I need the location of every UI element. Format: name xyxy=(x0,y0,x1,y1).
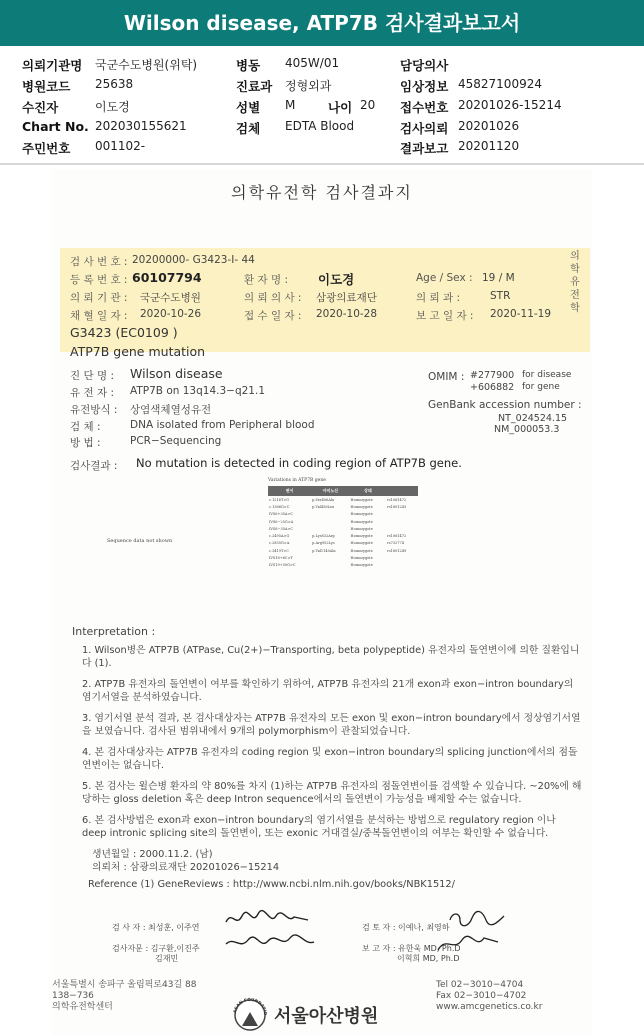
omim-gene-for: for gene xyxy=(522,382,560,392)
collect-label: 채 혈 일 자 : xyxy=(70,310,128,322)
gene-label: 유 전 자 : xyxy=(70,387,114,399)
header-row-2 xyxy=(0,77,644,98)
omim-label: OMIM : xyxy=(428,371,465,383)
address-block xyxy=(52,980,197,1013)
table-cell: p.Ser406Ala xyxy=(312,497,335,502)
table-cell xyxy=(386,525,418,532)
tel: Tel 02−3010−4704 xyxy=(436,980,524,990)
specimen-value: DNA isolated from Peripheral blood xyxy=(130,419,315,431)
table-row xyxy=(268,518,418,525)
table-cell: rs1061472 xyxy=(387,497,407,502)
table-cell: IVS8−35A>C xyxy=(269,526,294,531)
genbank-1: NT_024524.15 xyxy=(498,413,568,424)
table-cell: Homozygote xyxy=(350,563,373,568)
table-cell: rs1801249 xyxy=(387,548,407,553)
advisor-label-2: 김재민 xyxy=(155,954,179,963)
header-value: 국군수도병원(위탁) xyxy=(95,58,198,72)
hospital-logo xyxy=(232,996,432,1032)
interp-paragraph: 3. 염기서열 분석 결과, 본 검사대상자는 ATP7B 유전자의 모든 exon 및 exon−intron boundary에서 정상염기서열을 보였습니다. 검사된 범위내에서 9개의 polymorphism이 관찰되었습니다. xyxy=(82,713,581,737)
table-cell: c.3419T>C xyxy=(269,548,289,553)
header-row-5 xyxy=(0,139,644,160)
fax: Fax 02−3010−4702 xyxy=(436,991,527,1001)
table-cell: Homozygote xyxy=(350,519,373,524)
table-cell: Homozygote xyxy=(350,526,373,531)
table-cell: p.Val1140Ala xyxy=(312,548,336,553)
omim-gene: +606882 xyxy=(470,382,515,393)
website: www.amcgenetics.co.kr xyxy=(436,1002,543,1012)
table-cell xyxy=(311,562,349,569)
table-row xyxy=(268,532,418,539)
side-vertical-text: 의학유전학 xyxy=(570,251,580,314)
omim-disease-for: for disease xyxy=(522,370,572,380)
header-value: 정형외과 xyxy=(285,79,332,93)
interp-paragraph: 4. 본 검사대상자는 ATP7B 유전자의 coding region 및 exon−intron boundary의 splicing junction에서의 점돌연변이는 없습니다. xyxy=(82,747,578,771)
report-date: 2020-11-19 xyxy=(490,308,552,320)
header-value: 405W/01 xyxy=(285,56,340,70)
reg-no-label: 등 록 번 호 : xyxy=(70,274,128,286)
ref-doc-label: 의 뢰 의 사 : xyxy=(244,292,302,304)
result-label: 검사결과 : xyxy=(70,460,118,472)
age-label: 나이 xyxy=(328,100,353,115)
genbank-2: NM_000053.3 xyxy=(494,424,560,435)
table-cell: c.1366G>C xyxy=(269,504,290,509)
variations-table xyxy=(268,486,418,569)
dx-label: 진 단 명 : xyxy=(70,370,114,382)
header-label: 임상정보 xyxy=(400,79,449,94)
table-row xyxy=(268,496,418,503)
table-header: 상태 xyxy=(350,486,387,496)
header-label: 검사의뢰 xyxy=(400,121,449,136)
examiner-label: 검 사 자 : 최성훈, 이주연 xyxy=(112,923,200,932)
ref-org-label: 의 뢰 기 관 : xyxy=(70,292,128,304)
reference: Reference (1) GeneReviews : http://www.ncbi.nlm.nih.gov/books/NBK1512/ xyxy=(88,879,455,890)
interp-paragraph: 1. Wilson병은 ATP7B (ATPase, Cu(2+)−Transporting, beta polypeptide) 유전자의 돌연변이에 의한 질환입니다 (1). xyxy=(82,645,580,669)
report-header xyxy=(0,50,644,160)
examiner-signature xyxy=(222,908,312,930)
header-value: 20201120 xyxy=(458,139,520,153)
table-cell xyxy=(386,518,418,525)
birth-date: 생년월일 : 2000.11.2. (남) xyxy=(92,849,213,860)
genbank-label: GenBank accession number : xyxy=(428,399,582,411)
table-row xyxy=(268,525,418,532)
interp-title: Interpretation : xyxy=(72,625,156,638)
ref-value: STR xyxy=(490,290,511,302)
report-label: 보 고 일 자 : xyxy=(416,310,474,322)
table-cell: c.2855G>A xyxy=(269,541,290,546)
table-cell xyxy=(311,518,349,525)
table-cell: IVS6+35A>C xyxy=(269,512,294,517)
header-value: 20201026 xyxy=(458,119,520,133)
address-line: 서울특별시 송파구 올림픽로43길 88 xyxy=(52,980,197,990)
table-cell: Homozygote xyxy=(350,556,373,561)
header-label: Chart No. xyxy=(22,119,89,134)
table-row xyxy=(268,562,418,569)
header-value: EDTA Blood xyxy=(285,119,355,133)
table-cell: Homozygote xyxy=(350,497,373,502)
advisor-label: 검사자문 : 김구환,이진주 xyxy=(112,944,200,953)
table-cell xyxy=(311,511,349,518)
ref-label: 의 뢰 과 : xyxy=(416,292,460,304)
header-label: 접수번호 xyxy=(400,100,449,115)
test-code: G3423 (EC0109 ) xyxy=(70,325,178,340)
age-sex: 19 / M xyxy=(482,272,515,284)
table-cell xyxy=(386,511,418,518)
table-cell: IVS18+6C>T xyxy=(269,556,293,561)
omim-disease: #277900 xyxy=(470,370,515,381)
table-cell xyxy=(386,562,418,569)
table-header: 아미노산 xyxy=(311,486,349,496)
table-cell: rs732774 xyxy=(387,541,404,546)
header-row-4 xyxy=(0,119,644,140)
age-sex-label: Age / Sex : xyxy=(416,272,473,284)
variations-table-area xyxy=(268,478,458,604)
table-cell: Homozygote xyxy=(350,541,373,546)
header-value: 20201026-15214 xyxy=(458,98,562,112)
header-label: 검체 xyxy=(236,121,261,136)
table-cell: IVS6−25G>A xyxy=(269,519,294,524)
hospital-name: 서울아산병원 xyxy=(274,1006,379,1027)
reporter-label-2: 이혁희 MD, Ph.D xyxy=(397,954,460,963)
table-row xyxy=(268,554,418,561)
header-label: 결과보고 xyxy=(400,141,449,156)
table-row xyxy=(268,503,418,510)
specimen-label: 검 체 : xyxy=(70,421,101,433)
advisor-signature xyxy=(222,932,318,954)
header-value: 45827100924 xyxy=(458,77,542,91)
reg-no: 60107794 xyxy=(132,270,202,285)
gene-value: ATP7B on 13q14.3−q21.1 xyxy=(130,385,265,397)
address-center: 의학유전학센터 xyxy=(52,1002,113,1012)
table-cell xyxy=(311,525,349,532)
contact-block xyxy=(436,980,542,1013)
header-value: 001102- xyxy=(95,139,146,153)
reviewer-signature xyxy=(446,908,506,930)
dx-value: Wilson disease xyxy=(130,366,223,381)
header-label: 담당의사 xyxy=(400,58,449,73)
table-cell: Homozygote xyxy=(350,512,373,517)
header-label: 병동 xyxy=(236,58,261,73)
table-header xyxy=(386,486,418,496)
patient-label: 환 자 명 : xyxy=(244,274,288,286)
variations-title: Variations in ATP7B gene xyxy=(268,478,326,483)
table-cell xyxy=(386,554,418,561)
table-row xyxy=(268,547,418,554)
table-cell xyxy=(311,554,349,561)
header-value: M xyxy=(285,98,296,112)
age-value: 20 xyxy=(360,98,376,112)
header-label: 의뢰기관명 xyxy=(22,58,83,73)
interp-paragraph: 2. ATP7B 유전자의 돌연변이 여부를 확인하기 위하여, ATP7B 유전자의 21개 exon과 exon−intron boundary의 염기서열을 분석하였습니다. xyxy=(82,679,574,703)
table-cell: p.Lys832Arg xyxy=(312,534,335,539)
scanned-report-sheet xyxy=(52,170,592,1035)
inherit-label: 유전방식 : xyxy=(70,404,118,416)
method-value: PCR−Sequencing xyxy=(130,435,222,447)
receive-date: 2020-10-28 xyxy=(316,308,378,320)
table-cell: rs1801243 xyxy=(387,504,407,509)
interp-paragraph: 6. 본 검사방법은 exon과 exon−intron boundary의 염기서열을 분석하는 방법으로 regulatory region 이나 deep intronic splicing site의 돌연변이, 또는 exonic 거대결실/중복돌연변이의 여부는 확인할 수 없습니다. xyxy=(82,815,556,839)
reviewer-label: 검 토 자 : 이예나, 최영하 xyxy=(362,923,450,932)
table-cell: Homozygote xyxy=(350,534,373,539)
receive-label: 접 수 일 자 : xyxy=(244,310,302,322)
table-cell: Homozygote xyxy=(350,548,373,553)
exam-no-label: 검 사 번 호 : xyxy=(70,256,128,268)
ref-doc: 삼광의료재단 xyxy=(316,292,377,304)
variations-table-body xyxy=(268,496,418,569)
header-value: 25638 xyxy=(95,77,134,91)
hospital-seal-icon xyxy=(232,996,268,1032)
inherit-value: 상염색체열성유전 xyxy=(130,404,212,416)
table-cell: p.Arg952Lys xyxy=(312,541,335,546)
table-cell: p.Val456Leu xyxy=(312,504,335,509)
header-label: 성별 xyxy=(236,100,261,115)
table-cell: IVS19+50G>C xyxy=(269,563,296,568)
header-label: 주민번호 xyxy=(22,141,71,156)
header-label: 병원코드 xyxy=(22,79,71,94)
reporter-label: 보 고 자 : 유한욱 MD, Ph.D xyxy=(362,944,461,953)
table-cell: c.2495A>G xyxy=(269,534,290,539)
method-label: 방 법 : xyxy=(70,437,101,449)
exam-no: 20200000- G3423-I- 44 xyxy=(132,254,255,266)
result-value: No mutation is detected in coding region of ATP7B gene. xyxy=(136,456,462,470)
seal-text: ASAN FOUNDATIO xyxy=(232,996,268,1016)
header-row-1 xyxy=(0,56,644,77)
address-zip: 138−736 xyxy=(52,991,94,1001)
test-name: ATP7B gene mutation xyxy=(70,344,206,359)
requester: 의뢰처 : 삼광의료재단 20201026−15214 xyxy=(92,862,280,873)
collect-date: 2020-10-26 xyxy=(140,308,202,320)
header-value: 202030155621 xyxy=(95,119,187,133)
interp-paragraph: 5. 본 검사는 윌슨병 환자의 약 80%를 차지 (1)하는 ATP7B 유전자의 점돌연변이를 검색할 수 있습니다. ~20%에 해당하는 gloss deletion 혹은 deep Intron sequence에서의 돌연변이 가능성을 배제할 수는 없습니다. xyxy=(82,781,582,805)
table-cell: rs1061472 xyxy=(387,534,407,539)
sequence-note: Sequence data not shown xyxy=(107,538,173,544)
patient-name: 이도경 xyxy=(318,272,355,287)
table-header: 변이 xyxy=(268,486,311,496)
table-cell: c.1216T>G xyxy=(269,497,290,502)
table-row xyxy=(268,511,418,518)
table-row xyxy=(268,540,418,547)
sheet-title: 의학유전학 검사결과지 xyxy=(231,183,413,202)
reporter-signature xyxy=(432,932,502,956)
report-banner-title: Wilson disease, ATP7B 검사결과보고서 xyxy=(0,0,644,46)
header-separator xyxy=(0,163,644,165)
interpretation xyxy=(72,625,582,891)
ref-org: 국군수도병원 xyxy=(140,292,201,304)
header-row-3 xyxy=(0,98,644,119)
header-value: 이도경 xyxy=(95,100,130,114)
table-cell: Homozygote xyxy=(350,504,373,509)
header-label: 수진자 xyxy=(22,100,59,115)
header-label: 진료과 xyxy=(236,79,273,94)
